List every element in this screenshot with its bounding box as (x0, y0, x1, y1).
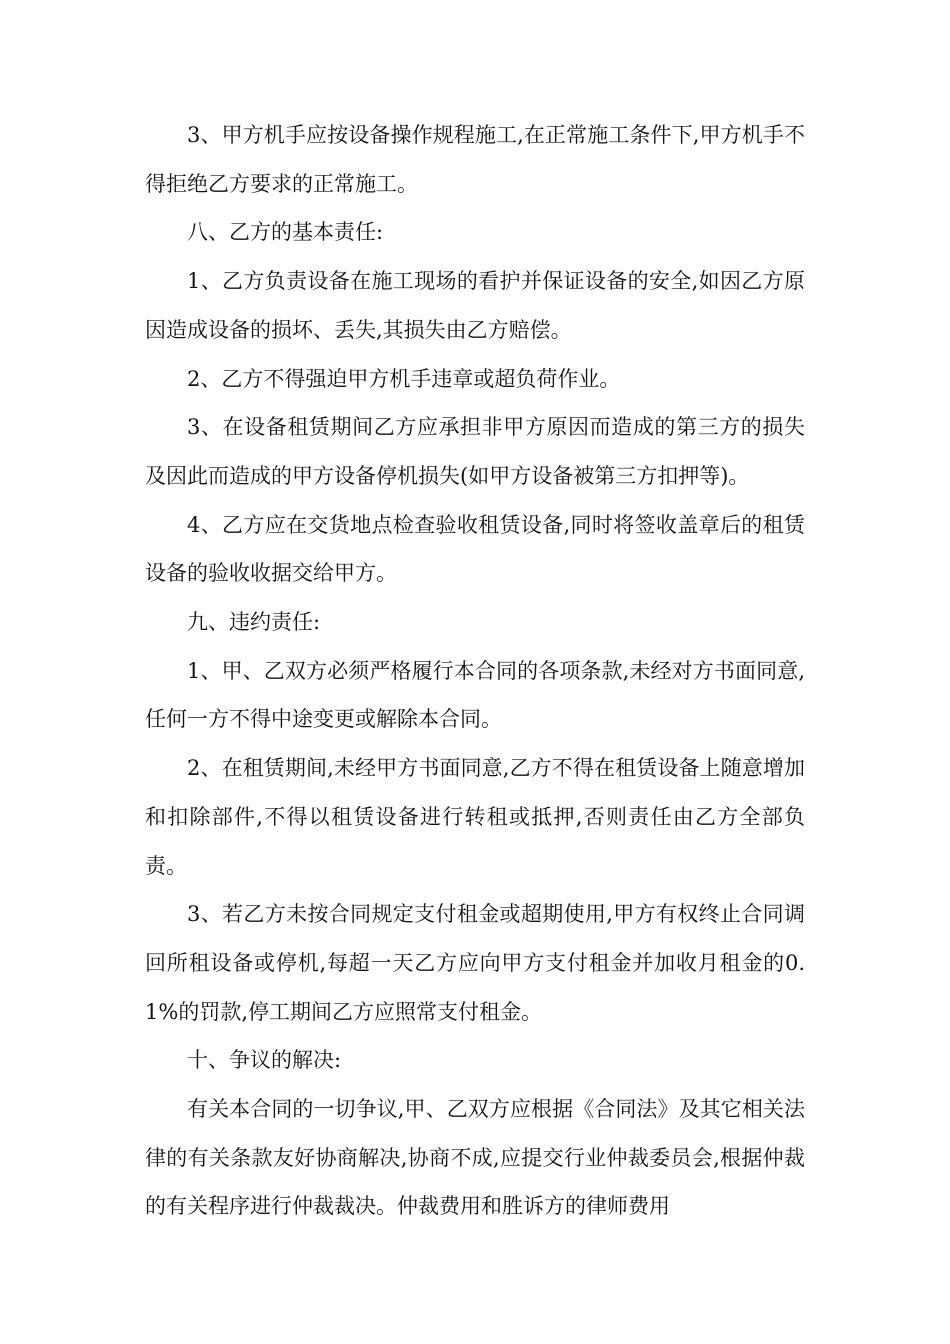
clause-9-3: 3、若乙方未按合同规定支付租金或超期使用,甲方有权终止合同调回所租设备或停机,每超一天乙方应向甲方支付租金并加收月租金的0.1%的罚款,停工期间乙方应照常支付租金。 (145, 902, 805, 1024)
clause-9-2: 2、在租赁期间,未经甲方书面同意,乙方不得在租赁设备上随意增加和扣除部件,不得以租赁设备进行转租或抵押,否则责任由乙方全部负责。 (145, 756, 805, 878)
clause-9-1: 1、甲、乙双方必须严格履行本合同的各项条款,未经对方书面同意,任何一方不得中途变更或解除本合同。 (145, 658, 805, 732)
document-body (145, 111, 805, 1231)
clause-8-3: 3、在设备租赁期间乙方应承担非甲方原因而造成的第三方的损失及因此而造成的甲方设备停机损失(如甲方设备被第三方扣押等)。 (145, 415, 805, 488)
clause-10-body: 有关本合同的一切争议,甲、乙双方应根据《合同法》及其它相关法律的有关条款友好协商解决,协商不成,应提交行业仲裁委员会,根据仲裁的有关程序进行仲裁裁决。仲裁费用和胜诉方的律师费用 (145, 1097, 805, 1219)
clause-8-1: 1、乙方负责设备在施工现场的看护并保证设备的安全,如因乙方原因造成设备的损坏、丢失,其损失由乙方赔偿。 (145, 269, 805, 342)
section-heading-9: 九、违约责任: (187, 610, 321, 635)
clause-7-3: 3、甲方机手应按设备操作规程施工,在正常施工条件下,甲方机手不得拒绝乙方要求的正常施工。 (145, 123, 805, 196)
clause-8-4: 4、乙方应在交货地点检查验收租赁设备,同时将签收盖章后的租赁设备的验收收据交给甲方。 (145, 512, 805, 586)
section-heading-10: 十、争议的解决: (187, 1048, 342, 1073)
clause-8-2: 2、乙方不得强迫甲方机手违章或超负荷作业。 (187, 366, 621, 391)
section-heading-8: 八、乙方的基本责任: (187, 220, 384, 245)
